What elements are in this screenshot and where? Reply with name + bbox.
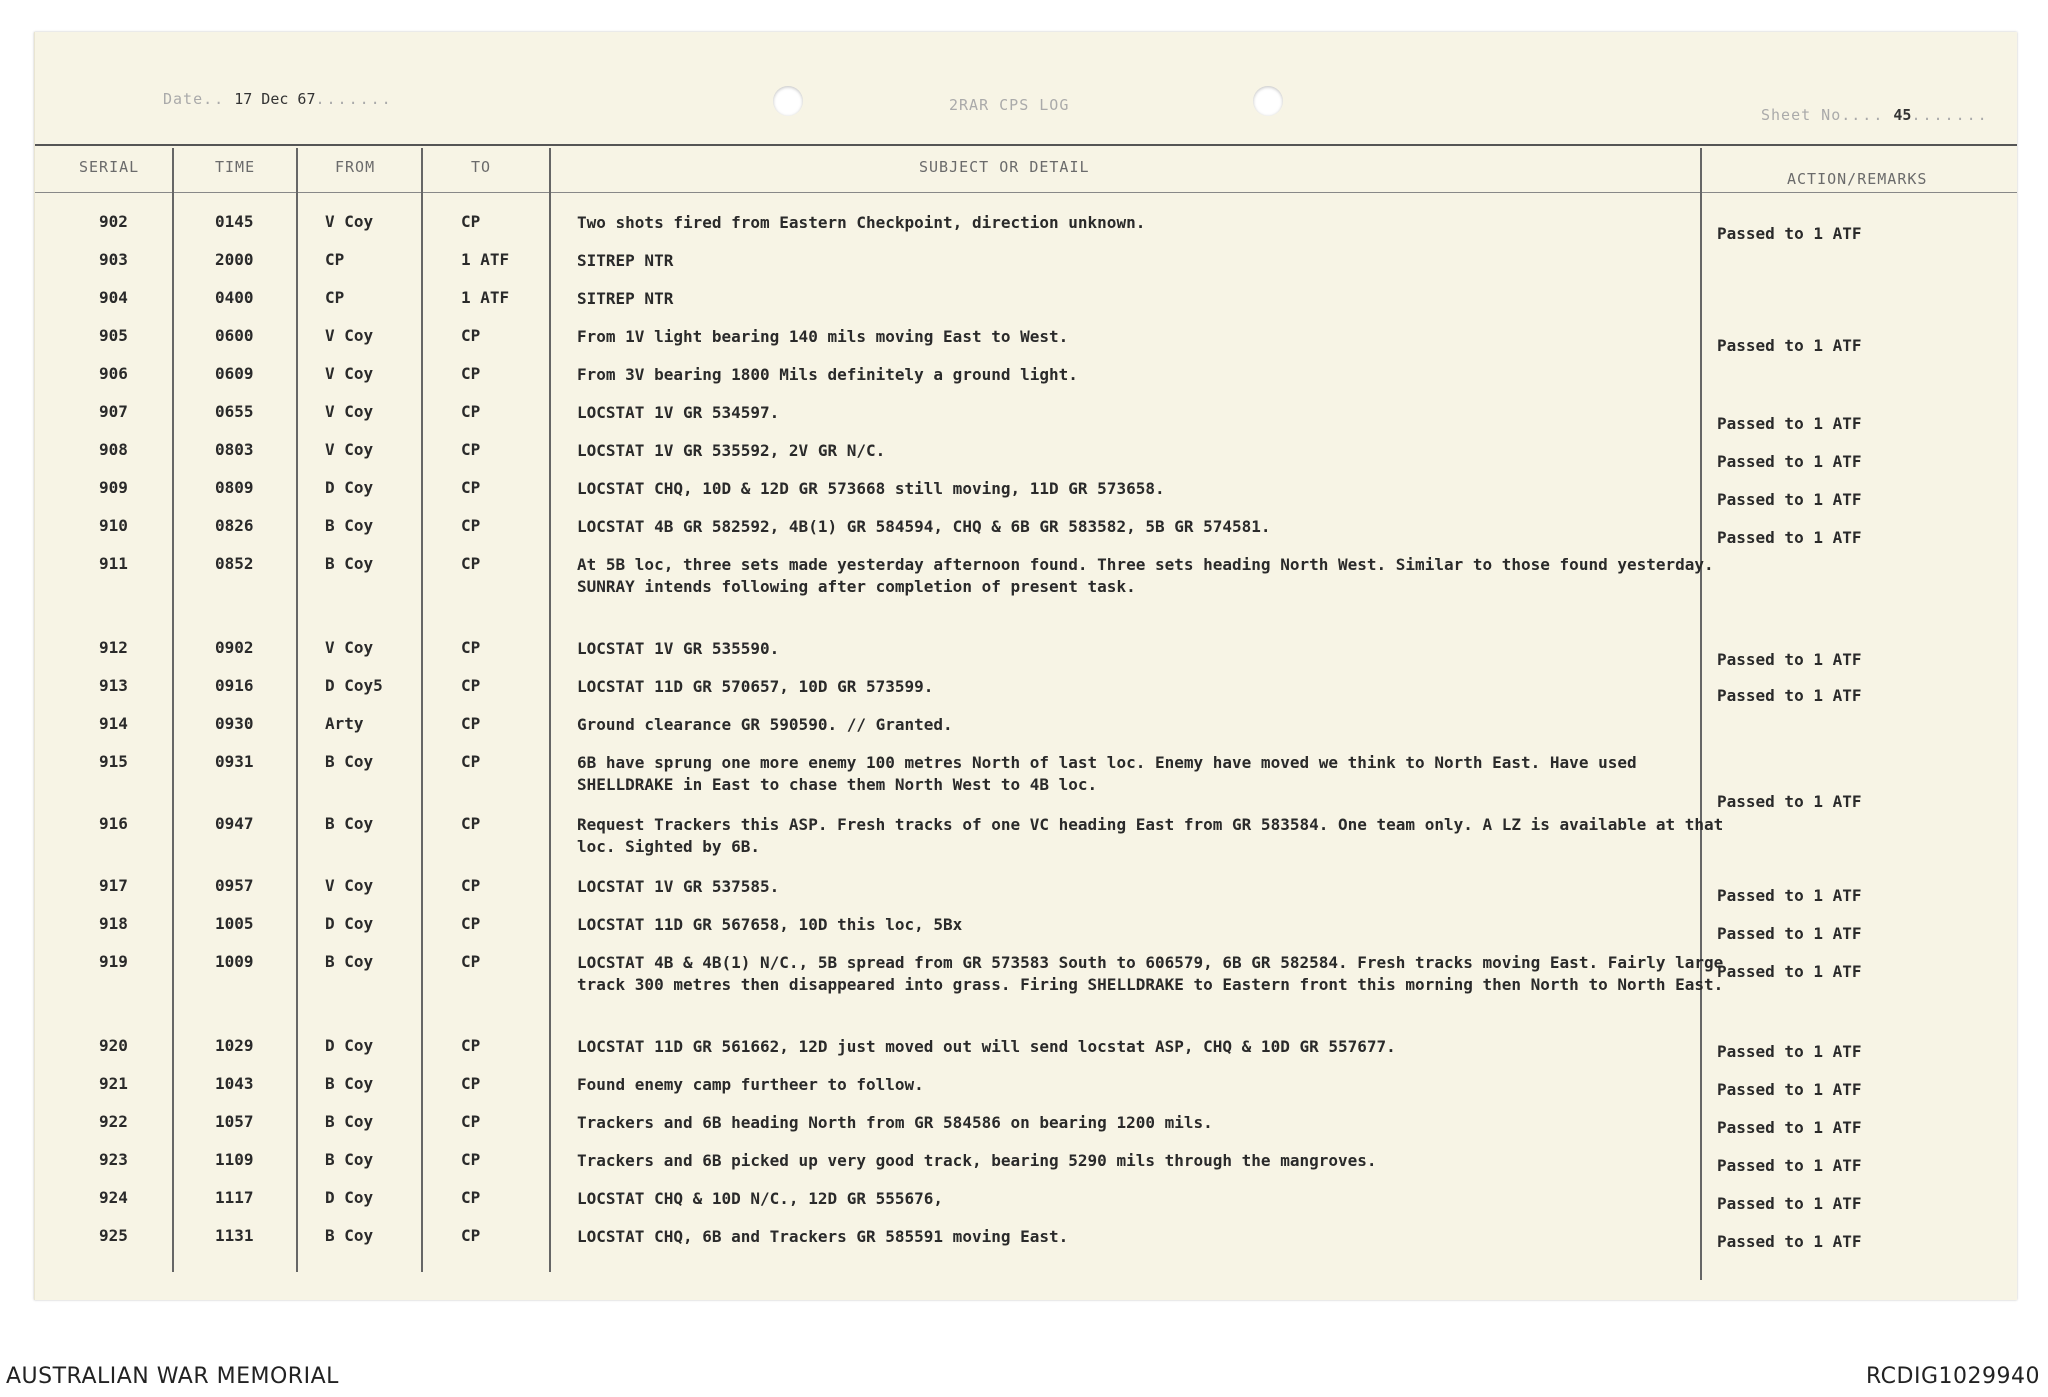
time-cell: 0916 [215,676,254,695]
from-cell: D Coy [325,478,374,497]
to-cell: CP [461,212,481,231]
table-row [35,952,2017,1036]
serial-cell: 914 [99,714,128,733]
subject-cell: SITREP NTR [577,251,674,270]
subject-cell: From 3V bearing 1800 Mils definitely a ground light. [577,365,1078,384]
table-row [35,1188,2017,1226]
subject-cell: Ground clearance GR 590590. // Granted. [577,715,953,734]
to-cell: CP [461,638,481,657]
from-cell: B Coy [325,1112,374,1131]
from-cell: V Coy [325,326,374,345]
to-cell: CP [461,1188,481,1207]
table-row [35,554,2017,638]
to-cell: CP [461,914,481,933]
serial-cell: 921 [99,1074,128,1093]
from-cell: CP [325,288,345,307]
date-value: 17 Dec 67 [234,90,316,108]
table-row [35,212,2017,250]
to-cell: CP [461,1112,481,1131]
subject-cell: LOCSTAT 1V GR 535592, 2V GR N/C. [577,441,886,460]
from-cell: V Coy [325,364,374,383]
action-cell: Passed to 1 ATF [1717,650,1862,669]
to-cell: CP [461,478,481,497]
time-cell: 1057 [215,1112,254,1131]
from-cell: B Coy [325,1226,374,1245]
to-cell: CP [461,1036,481,1055]
subject-cell: LOCSTAT CHQ, 6B and Trackers GR 585591 moving East. [577,1227,1069,1246]
serial-cell: 912 [99,638,128,657]
serial-cell: 917 [99,876,128,895]
time-cell: 0400 [215,288,254,307]
time-cell: 1109 [215,1150,254,1169]
to-cell: CP [461,752,481,771]
punch-hole-right [1253,86,1283,116]
time-cell: 0803 [215,440,254,459]
to-cell: CP [461,714,481,733]
sheet-value: 45 [1893,106,1912,124]
subject-cell: LOCSTAT 4B & 4B(1) N/C., 5B spread from GR 573583 South to 606579, 6B GR 582584. Fresh tracks moving East. Fairly large track 300 metres then disappeared into grass. Firing SHELLDRAKE to Eastern front this morning then North to North East. [577,953,1724,994]
from-cell: V Coy [325,440,374,459]
time-cell: 0852 [215,554,254,573]
from-cell: D Coy5 [325,676,383,695]
serial-cell: 919 [99,952,128,971]
subject-cell: Two shots fired from Eastern Checkpoint, direction unknown. [577,213,1146,232]
action-cell: Passed to 1 ATF [1717,1232,1862,1251]
col-header-to: TO [471,158,492,176]
time-cell: 0809 [215,478,254,497]
table-row [35,876,2017,914]
from-cell: D Coy [325,1188,374,1207]
subject-cell: LOCSTAT 11D GR 567658, 10D this loc, 5Bx [577,915,963,934]
header-top-rule [35,144,2017,146]
time-cell: 1117 [215,1188,254,1207]
footer-id: RCDIG1029940 [1865,1364,2040,1389]
from-cell: Arty [325,714,364,733]
subject-cell: LOCSTAT CHQ, 10D & 12D GR 573668 still moving, 11D GR 573658. [577,479,1165,498]
serial-cell: 910 [99,516,128,535]
to-cell: CP [461,440,481,459]
table-row [35,364,2017,402]
from-cell: B Coy [325,554,374,573]
action-cell: Passed to 1 ATF [1717,528,1862,547]
time-cell: 0930 [215,714,254,733]
serial-cell: 905 [99,326,128,345]
to-cell: CP [461,1150,481,1169]
to-cell: 1 ATF [461,288,510,307]
subject-cell: LOCSTAT 1V GR 537585. [577,877,780,896]
from-cell: V Coy [325,876,374,895]
action-cell: Passed to 1 ATF [1717,686,1862,705]
table-row [35,638,2017,676]
to-cell: CP [461,814,481,833]
to-cell: CP [461,952,481,971]
table-row [35,1258,2017,1296]
subject-cell: LOCSTAT 4B GR 582592, 4B(1) GR 584594, CHQ & 6B GR 583582, 5B GR 574581. [577,517,1271,536]
serial-cell: 906 [99,364,128,383]
unit-title: 2RAR CPS LOG [949,96,1070,114]
serial-cell: 916 [99,814,128,833]
table-row [35,814,2017,876]
from-cell: D Coy [325,914,374,933]
serial-cell: 908 [99,440,128,459]
from-cell: V Coy [325,638,374,657]
from-cell: B Coy [325,1150,374,1169]
col-header-from: FROM [335,158,376,176]
to-cell: CP [461,1226,481,1245]
serial-cell: 907 [99,402,128,421]
table-row [35,1112,2017,1150]
table-row [35,326,2017,364]
table-row [35,478,2017,516]
time-cell: 0826 [215,516,254,535]
action-cell: Passed to 1 ATF [1717,924,1862,943]
serial-cell: 920 [99,1036,128,1055]
serial-cell: 909 [99,478,128,497]
from-cell: V Coy [325,212,374,231]
time-cell: 1043 [215,1074,254,1093]
serial-cell: 911 [99,554,128,573]
punch-hole-left [773,86,803,116]
from-cell: B Coy [325,516,374,535]
from-cell: B Coy [325,752,374,771]
from-cell: B Coy [325,1074,374,1093]
time-cell: 2000 [215,250,254,269]
serial-cell: 923 [99,1150,128,1169]
subject-cell: LOCSTAT 11D GR 561662, 12D just moved out will send locstat ASP, CHQ & 10D GR 557677. [577,1037,1396,1056]
header-bottom-rule [35,192,2017,193]
subject-cell: LOCSTAT 1V GR 535590. [577,639,780,658]
action-cell: Passed to 1 ATF [1717,1118,1862,1137]
date-label: Date [163,90,204,108]
action-cell: Passed to 1 ATF [1717,792,1862,811]
action-cell: Passed to 1 ATF [1717,490,1862,509]
subject-cell: From 1V light bearing 140 mils moving East to West. [577,327,1069,346]
serial-cell: 902 [99,212,128,231]
action-cell: Passed to 1 ATF [1717,1194,1862,1213]
action-cell: Passed to 1 ATF [1717,336,1862,355]
to-cell: CP [461,364,481,383]
action-cell: Passed to 1 ATF [1717,1156,1862,1175]
col-header-serial: SERIAL [79,158,140,176]
from-cell: D Coy [325,1036,374,1055]
to-cell: CP [461,1074,481,1093]
col-header-time: TIME [215,158,256,176]
sheet-label: Sheet No. [1761,106,1852,124]
subject-cell: Trackers and 6B heading North from GR 584586 on bearing 1200 mils. [577,1113,1213,1132]
col-header-action: ACTION/REMARKS [1787,170,1928,188]
time-cell: 0957 [215,876,254,895]
table-row [35,676,2017,714]
table-row [35,914,2017,952]
to-cell: CP [461,402,481,421]
subject-cell: Request Trackers this ASP. Fresh tracks of one VC heading East from GR 583584. One team only. A LZ is available at that loc. Sighted by 6B. [577,815,1724,856]
table-row [35,402,2017,440]
subject-cell: LOCSTAT 11D GR 570657, 10D GR 573599. [577,677,934,696]
to-cell: CP [461,516,481,535]
time-cell: 1005 [215,914,254,933]
from-cell: B Coy [325,952,374,971]
table-row [35,516,2017,554]
to-cell: CP [461,326,481,345]
table-row [35,288,2017,326]
time-cell: 1029 [215,1036,254,1055]
to-cell: CP [461,554,481,573]
table-row [35,1150,2017,1188]
serial-cell: 925 [99,1226,128,1245]
date-field: Date.. 17 Dec 67....... [163,90,393,108]
subject-cell: SITREP NTR [577,289,674,308]
serial-cell: 918 [99,914,128,933]
time-cell: 0902 [215,638,254,657]
table-row [35,1036,2017,1074]
to-cell: CP [461,876,481,895]
action-cell: Passed to 1 ATF [1717,452,1862,471]
action-cell: Passed to 1 ATF [1717,886,1862,905]
subject-cell: 6B have sprung one more enemy 100 metres North of last loc. Enemy have moved we think to North East. Have used SHELLDRAKE in East to chase them North West to 4B loc. [577,753,1637,794]
subject-cell: LOCSTAT 1V GR 534597. [577,403,780,422]
to-cell: CP [461,676,481,695]
serial-cell: 913 [99,676,128,695]
sheet-number-field: Sheet No.... 45....... [1761,106,1989,124]
time-cell: 1009 [215,952,254,971]
from-cell: B Coy [325,814,374,833]
subject-cell: Trackers and 6B picked up very good track, bearing 5290 mils through the mangroves. [577,1151,1377,1170]
table-row [35,1074,2017,1112]
serial-cell: 904 [99,288,128,307]
action-cell: Passed to 1 ATF [1717,414,1862,433]
serial-cell: 922 [99,1112,128,1131]
log-sheet [34,32,2017,1300]
col-header-subject: SUBJECT OR DETAIL [919,158,1090,176]
time-cell: 0145 [215,212,254,231]
table-row [35,752,2017,814]
time-cell: 0655 [215,402,254,421]
to-cell: 1 ATF [461,250,510,269]
time-cell: 0609 [215,364,254,383]
subject-cell: Found enemy camp furtheer to follow. [577,1075,924,1094]
action-cell: Passed to 1 ATF [1717,962,1862,981]
action-cell: Passed to 1 ATF [1717,1080,1862,1099]
footer-credit: AUSTRALIAN WAR MEMORIAL [6,1364,339,1389]
serial-cell: 915 [99,752,128,771]
from-cell: V Coy [325,402,374,421]
time-cell: 0600 [215,326,254,345]
subject-cell: At 5B loc, three sets made yesterday afternoon found. Three sets heading North West. Similar to those found yesterday. SUNRAY intends following after completion of present task. [577,555,1714,596]
table-row [35,714,2017,752]
time-cell: 1131 [215,1226,254,1245]
serial-cell: 924 [99,1188,128,1207]
subject-cell: LOCSTAT CHQ & 10D N/C., 12D GR 555676, [577,1189,944,1208]
table-row [35,440,2017,478]
time-cell: 0947 [215,814,254,833]
from-cell: CP [325,250,345,269]
action-cell: Passed to 1 ATF [1717,1042,1862,1061]
action-cell: Passed to 1 ATF [1717,224,1862,243]
time-cell: 0931 [215,752,254,771]
serial-cell: 903 [99,250,128,269]
table-row [35,250,2017,288]
